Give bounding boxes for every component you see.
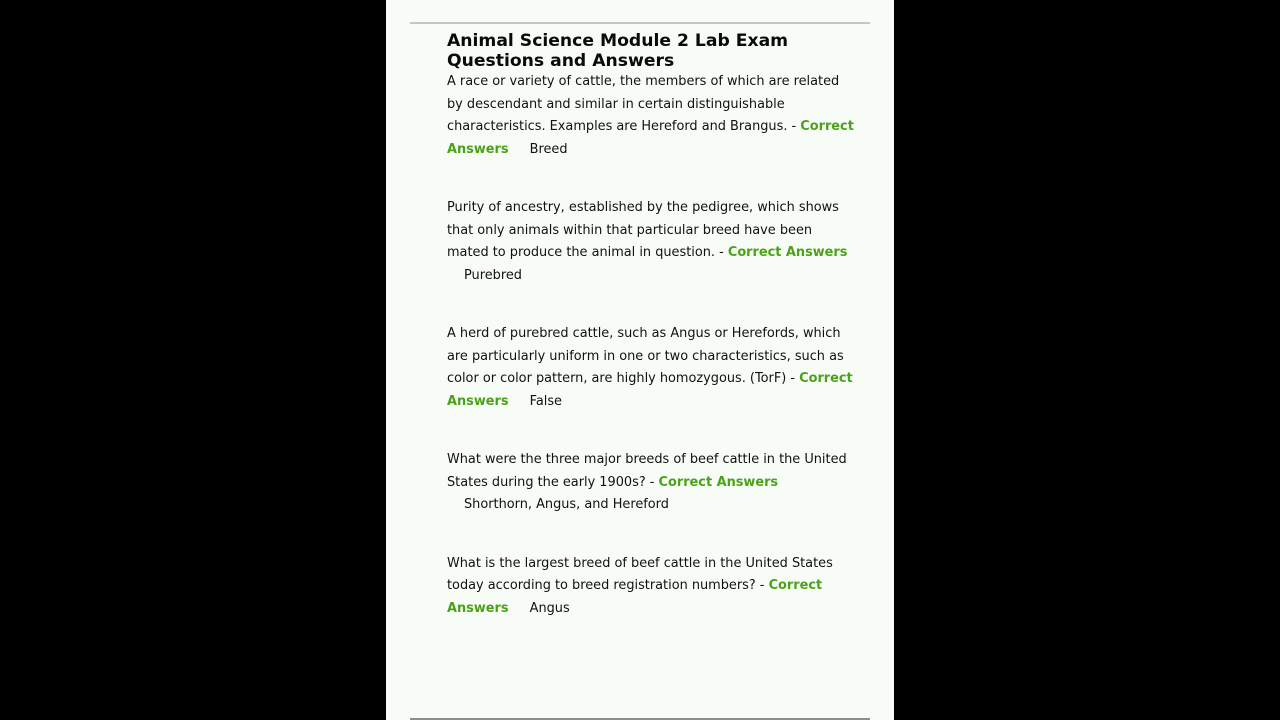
- qa-item: [447, 323, 857, 413]
- top-divider: [410, 22, 870, 24]
- answer-text: Breed: [529, 141, 568, 157]
- question-text: Purity of ancestry, established by the pedigree, which shows that only animals within that particular breed have been mated to produce the animal in question. -: [447, 200, 839, 260]
- answer-text: Angus: [529, 600, 570, 616]
- correct-answers-label: Correct Answers: [447, 371, 853, 409]
- qa-item: [447, 197, 857, 287]
- document-page: [386, 0, 894, 720]
- correct-answers-label: Correct Answers: [447, 119, 854, 157]
- question-text: What were the three major breeds of beef cattle in the United States during the early 1900s? -: [447, 452, 847, 490]
- qa-item: [447, 449, 857, 517]
- question-text: A race or variety of cattle, the members of which are related by descendant and similar in certain distinguishable characteristics. Examples are Hereford and Brangus. -: [447, 74, 840, 134]
- correct-answers-label: Correct Answers: [658, 474, 779, 490]
- correct-answers-label: Correct Answers: [727, 245, 848, 260]
- document-title: Animal Science Module 2 Lab Exam Questions and Answers: [447, 31, 789, 71]
- answer-text: False: [529, 393, 562, 409]
- question-text: What is the largest breed of beef cattle in the United States today according to breed registration numbers? -: [447, 555, 833, 593]
- document-content: [447, 31, 857, 620]
- correct-answers-label: Correct Answers: [447, 578, 823, 616]
- answer-text: Shorthorn, Angus, and Hereford: [464, 497, 669, 512]
- answer-text: Purebred: [464, 267, 522, 283]
- qa-item: [447, 71, 857, 161]
- qa-item: [447, 553, 857, 621]
- question-text: A herd of purebred cattle, such as Angus or Herefords, which are particularly uniform in one or two characteristics, such as color or color pattern, are highly homozygous. (TorF) -: [447, 326, 844, 386]
